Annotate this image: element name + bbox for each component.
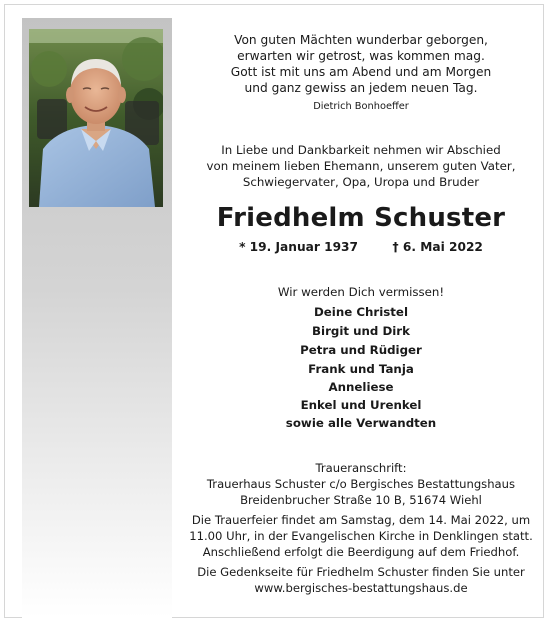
poem-line: Von guten Mächten wunderbar geborgen,: [234, 33, 488, 47]
miss-text: Wir werden Dich vermissen!: [277, 285, 445, 299]
deceased-name: Friedhelm Schuster: [216, 203, 506, 233]
family-member: Birgit und Dirk: [312, 324, 410, 338]
address-line: Breidenbrucher Straße 10 B, 51674 Wiehl: [240, 493, 482, 507]
family-member: sowie alle Verwandten: [285, 416, 437, 430]
family-member: Anneliese: [328, 380, 394, 394]
ceremony-line: Anschließend erfolgt die Beerdigung auf dem Friedhof.: [202, 545, 520, 559]
family-member: Enkel und Urenkel: [300, 398, 422, 412]
address-label: Traueranschrift:: [315, 461, 407, 475]
intro-line: In Liebe und Dankbarkeit nehmen wir Abschied: [221, 143, 501, 157]
poem-line: erwarten wir getrost, was kommen mag.: [237, 49, 485, 63]
life-dates: [172, 240, 550, 254]
address-line: Trauerhaus Schuster c/o Bergisches Bestattungshaus: [206, 477, 516, 491]
intro-line: Schwiegervater, Opa, Uropa und Bruder: [242, 175, 480, 189]
poem-author: Dietrich Bonhoeffer: [313, 101, 409, 112]
portrait-photo: [29, 29, 163, 207]
memorial-line: Die Gedenkseite für Friedhelm Schuster finden Sie unter: [197, 565, 525, 579]
intro-line: von meinem lieben Ehemann, unserem guten Vater,: [206, 159, 516, 173]
memorial-url: www.bergisches-bestattungshaus.de: [254, 581, 468, 595]
ceremony-line: Die Trauerfeier findet am Samstag, dem 14. Mai 2022, um: [191, 513, 531, 527]
birth-date: * 19. Januar 1937: [239, 240, 359, 254]
poem-line: und ganz gewiss an jedem neuen Tag.: [244, 81, 478, 95]
family-member: Frank und Tanja: [308, 362, 414, 376]
ceremony-line: 11.00 Uhr, in der Evangelischen Kirche in Denklingen statt.: [189, 529, 533, 543]
poem-line: Gott ist mit uns am Abend und am Morgen: [230, 65, 492, 79]
family-member: Petra und Rüdiger: [300, 343, 422, 357]
family-member: Deine Christel: [314, 305, 408, 319]
obituary-text: [172, 0, 550, 624]
death-date: † 6. Mai 2022: [392, 240, 483, 254]
